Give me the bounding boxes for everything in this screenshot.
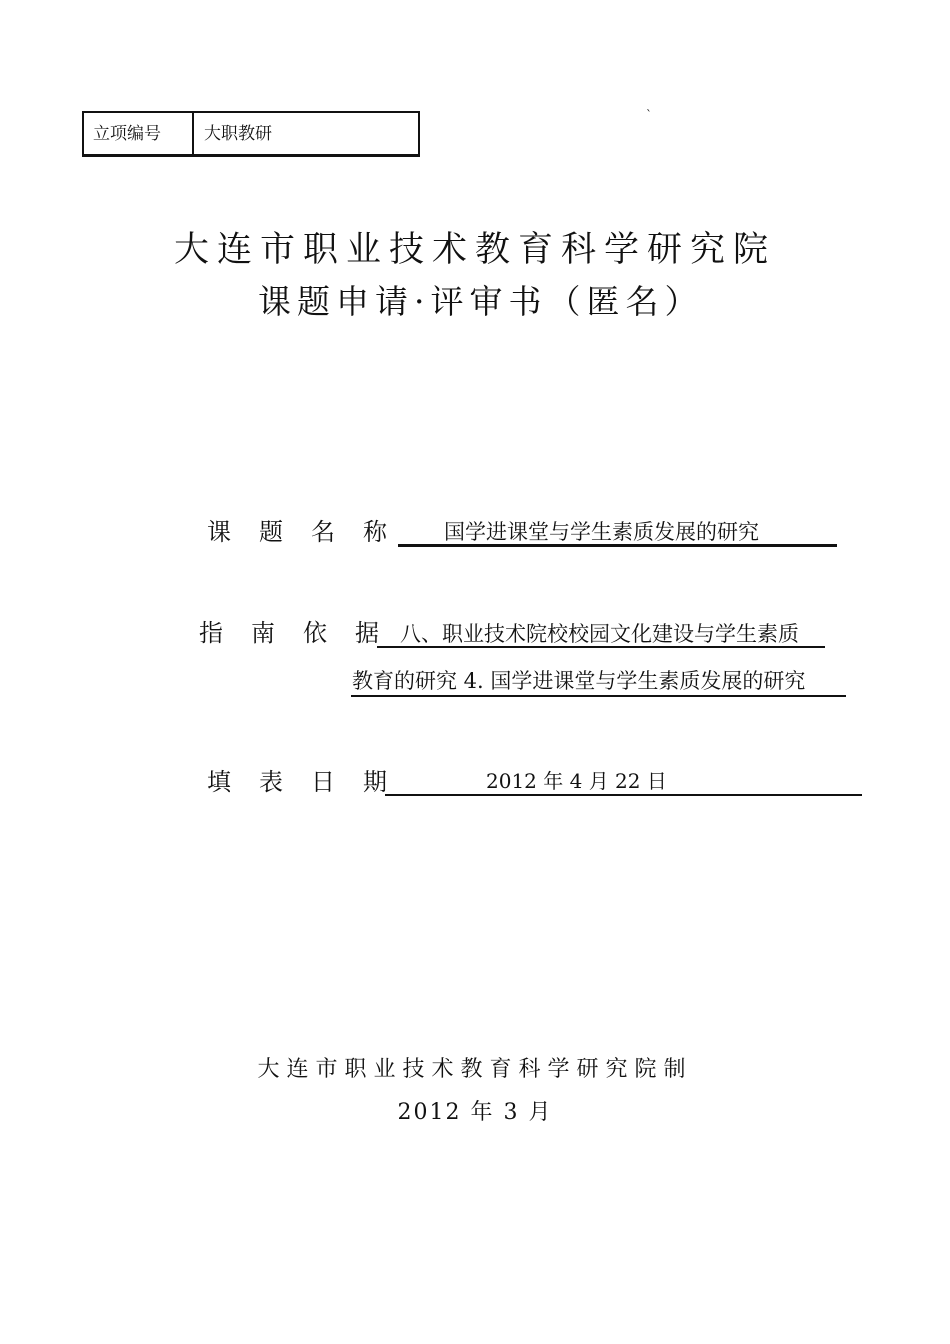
- topic-value: 国学进课堂与学生素质发展的研究: [444, 520, 759, 544]
- guide-label: 指南依据: [199, 619, 407, 647]
- footer-date: 2012 年 3 月: [397, 1100, 553, 1125]
- guide-value-line2: 教育的研究 4. 国学进课堂与学生素质发展的研究: [352, 669, 806, 693]
- date-value: 2012 年 4 月 22 日: [486, 769, 667, 793]
- document-title: 大连市职业技术教育科学研究院: [173, 230, 776, 270]
- footer-organization: 大连市职业技术教育科学研究院制: [257, 1057, 693, 1082]
- project-number-value: 大职教研: [204, 124, 272, 144]
- date-label: 填表日期: [207, 768, 415, 796]
- topic-label: 课题名称: [207, 518, 415, 546]
- project-number-box: [82, 111, 420, 157]
- document-subtitle: 课题申请·评审书（匿名）: [258, 282, 704, 321]
- guide-value-line1: 八、职业技术院校校园文化建设与学生素质: [400, 622, 799, 646]
- corner-mark: `: [646, 108, 652, 122]
- project-number-label: 立项编号: [84, 113, 194, 154]
